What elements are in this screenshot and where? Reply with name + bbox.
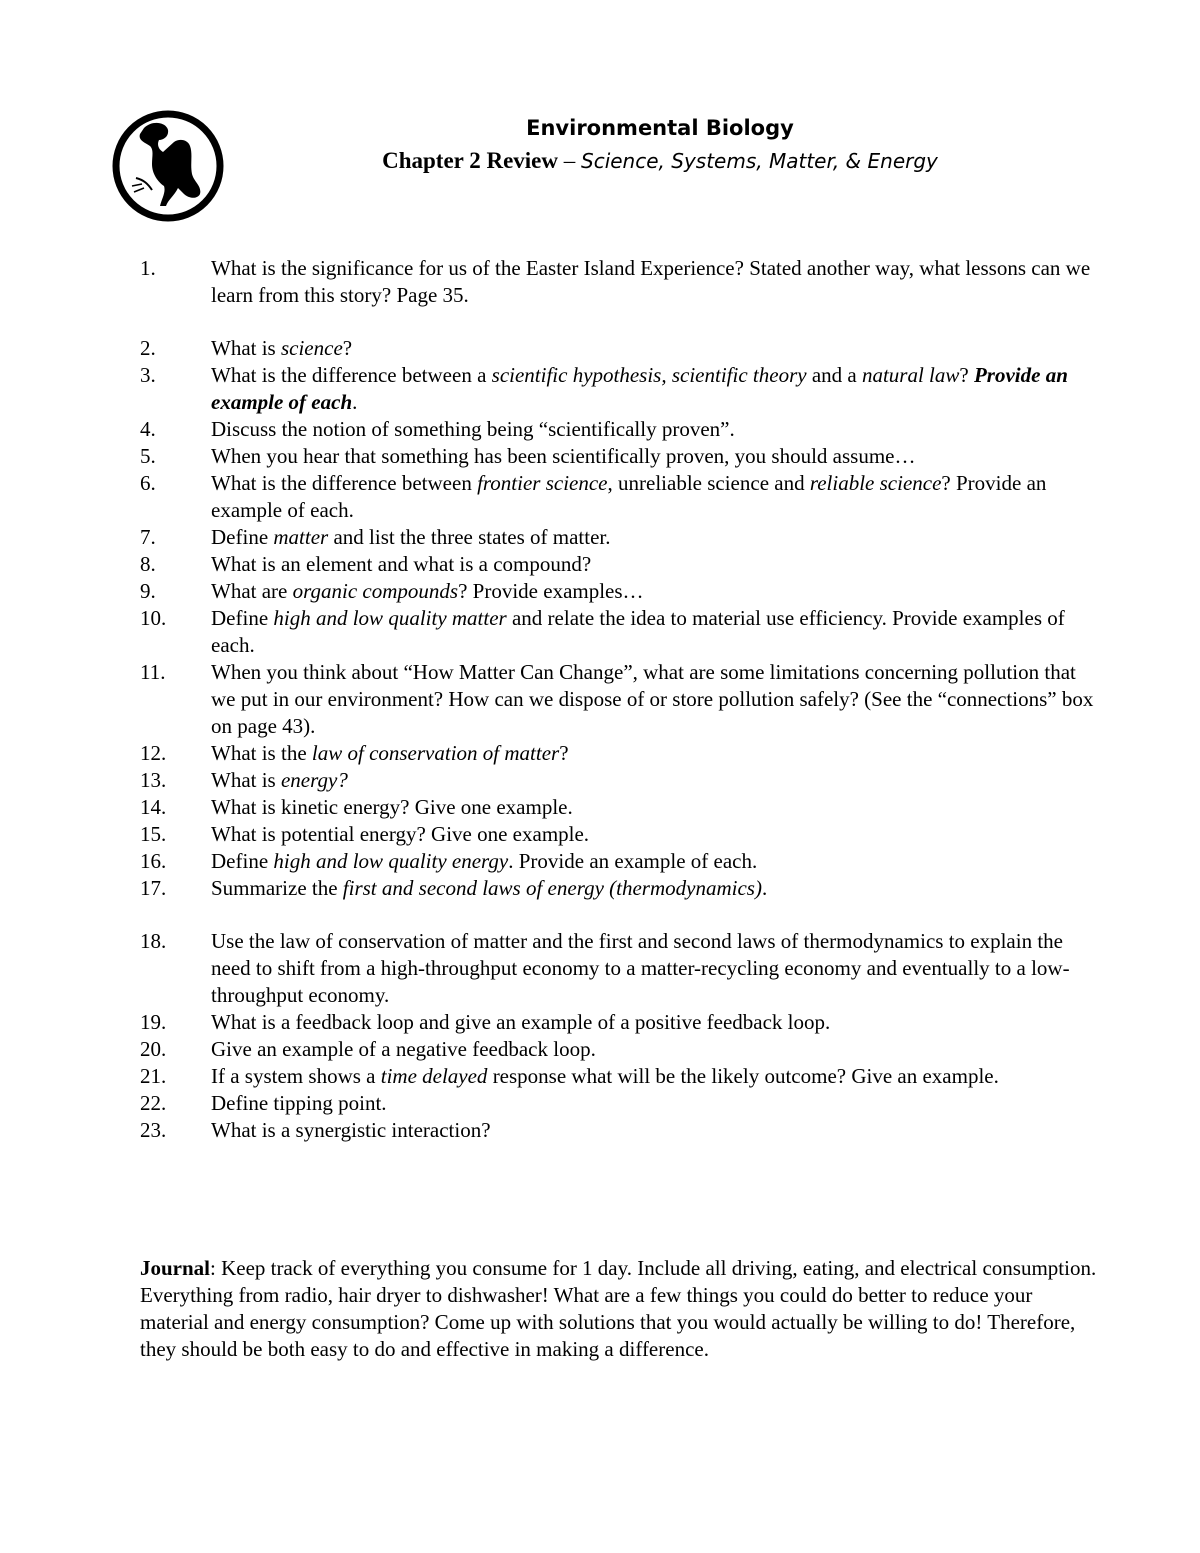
question-text-part: and a <box>806 363 862 387</box>
question-bold-italic-instruction: Provide an example of each <box>211 363 1068 414</box>
question-12 <box>140 740 1100 767</box>
question-text <box>211 255 1100 309</box>
question-text <box>211 443 1100 470</box>
question-text <box>211 551 1100 578</box>
question-text-part: , unreliable science and <box>607 471 810 495</box>
question-italic-term: natural law <box>861 363 960 387</box>
question-23 <box>140 1117 1100 1144</box>
question-6 <box>140 470 1100 524</box>
question-number: 14. <box>140 795 167 819</box>
question-text <box>211 416 1100 443</box>
question-text-part: and relate the idea to material use efficiency. Provide examples of each. <box>211 606 1065 657</box>
subtitle-topics: Science, Systems, Matter, & Energy <box>581 149 938 173</box>
question-2 <box>140 335 1100 362</box>
question-13 <box>140 767 1100 794</box>
question-text-part: What are <box>211 579 293 603</box>
journal-label: Journal <box>140 1256 211 1280</box>
question-number: 16. <box>140 849 167 873</box>
question-number: 6. <box>140 471 156 495</box>
question-text-part: Give an example of a negative feedback loop. <box>211 1037 596 1061</box>
question-text <box>211 848 1100 875</box>
question-text-part: Summarize the <box>211 876 343 900</box>
question-number: 22. <box>140 1091 167 1115</box>
question-italic-term: first and second laws of energy (thermodynamics) <box>342 876 762 900</box>
question-number: 5. <box>140 444 156 468</box>
question-text <box>211 1090 1100 1117</box>
question-number: 1. <box>140 256 156 280</box>
question-3 <box>140 362 1100 416</box>
question-10 <box>140 605 1100 659</box>
question-7 <box>140 524 1100 551</box>
question-text-part: response what will be the likely outcome? Give an example. <box>487 1064 999 1088</box>
question-italic-term: matter <box>273 525 329 549</box>
spacer <box>140 902 1100 928</box>
question-text-part: Define <box>211 849 274 873</box>
question-8 <box>140 551 1100 578</box>
question-text-part: ? <box>559 741 569 765</box>
question-9 <box>140 578 1100 605</box>
question-number: 13. <box>140 768 167 792</box>
question-text-part: When you think about “How Matter Can Change”, what are some limitations concerning pollution that we put in our environment? How can we dispose of or store pollution safely? (See the “connections” box on page 43). <box>211 660 1094 738</box>
question-number: 8. <box>140 552 156 576</box>
question-text <box>211 821 1100 848</box>
question-text-part: What is the <box>211 741 312 765</box>
question-1 <box>140 255 1100 309</box>
question-16 <box>140 848 1100 875</box>
question-italic-term: energy? <box>280 768 348 792</box>
question-text-part: What is kinetic energy? Give one example. <box>211 795 573 819</box>
question-text <box>211 1036 1100 1063</box>
question-italic-term: frontier science <box>477 471 608 495</box>
question-5 <box>140 443 1100 470</box>
vulture-emblem-icon <box>108 108 228 224</box>
journal-assignment <box>140 1255 1100 1363</box>
question-number: 20. <box>140 1037 167 1061</box>
question-text-part: . <box>352 390 358 414</box>
question-22 <box>140 1090 1100 1117</box>
question-text-part: What is potential energy? Give one example. <box>211 822 590 846</box>
question-20 <box>140 1036 1100 1063</box>
question-italic-term: science <box>280 336 343 360</box>
question-text-part: Define <box>211 606 274 630</box>
question-italic-term: time delayed <box>380 1064 488 1088</box>
question-number: 15. <box>140 822 167 846</box>
question-4 <box>140 416 1100 443</box>
page-title: Environmental Biology <box>526 116 794 140</box>
question-italic-term: scientific hypothesis, scientific theory <box>491 363 807 387</box>
question-italic-term: high and low quality energy <box>273 849 509 873</box>
question-number: 7. <box>140 525 156 549</box>
question-text <box>211 524 1100 551</box>
question-text <box>211 578 1100 605</box>
question-text-part: ? Provide examples… <box>458 579 644 603</box>
question-18 <box>140 928 1100 1009</box>
question-21 <box>140 1063 1100 1090</box>
question-15 <box>140 821 1100 848</box>
question-text-part: Define <box>211 525 274 549</box>
question-text-part: What is the difference between a <box>211 363 492 387</box>
subtitle-dash: – <box>558 148 581 173</box>
question-text-part: If a system shows a <box>211 1064 381 1088</box>
question-text-part: What is the significance for us of the Easter Island Experience? Stated another way, what lessons can we learn from this story? Page 35. <box>211 256 1091 307</box>
question-number: 17. <box>140 876 167 900</box>
question-number: 3. <box>140 363 156 387</box>
question-text-part: What is <box>211 336 281 360</box>
subtitle-chapter: Chapter 2 Review <box>382 148 558 173</box>
question-number: 19. <box>140 1010 167 1034</box>
question-text-part: What is the difference between <box>211 471 478 495</box>
question-number: 10. <box>140 606 167 630</box>
question-number: 12. <box>140 741 167 765</box>
question-number: 11. <box>140 660 166 684</box>
question-number: 9. <box>140 579 156 603</box>
question-text <box>211 928 1100 1009</box>
question-text-part: Discuss the notion of something being “scientifically proven”. <box>211 417 735 441</box>
question-text <box>211 1063 1100 1090</box>
question-number: 21. <box>140 1064 167 1088</box>
question-number: 18. <box>140 929 167 953</box>
question-text <box>211 1117 1100 1144</box>
question-italic-term: reliable science <box>809 471 942 495</box>
question-text <box>211 470 1100 524</box>
question-text <box>211 659 1100 740</box>
question-text-part: Use the law of conservation of matter and the first and second laws of thermodynamics to explain the need to shift from a high-throughput economy to a matter-recycling economy and eventually to a low-throughput economy. <box>211 929 1070 1007</box>
question-text-part: . <box>761 876 768 900</box>
question-italic-term: organic compounds <box>292 579 459 603</box>
question-number: 4. <box>140 417 156 441</box>
question-italic-term: law of conservation of matter <box>311 741 560 765</box>
question-list <box>140 255 1100 1144</box>
question-text-part: and list the three states of matter. <box>328 525 611 549</box>
question-text <box>211 740 1100 767</box>
question-text <box>211 362 1100 416</box>
question-text <box>211 767 1100 794</box>
spacer <box>140 309 1100 335</box>
question-text <box>211 335 1100 362</box>
page-subtitle <box>260 146 1060 176</box>
journal-text: : Keep track of everything you consume for 1 day. Include all driving, eating, and electrical consumption. Everything from radio, hair dryer to dishwasher! What are a few things you could do better to reduce your material and energy consumption? Come up with solutions that you would actually be willing to do! Therefore, they should be both easy to do and effective in making a difference. <box>140 1256 1097 1361</box>
question-text <box>211 794 1100 821</box>
question-number: 2. <box>140 336 156 360</box>
question-text-part: . Provide an example of each. <box>508 849 758 873</box>
question-text <box>211 605 1100 659</box>
question-14 <box>140 794 1100 821</box>
question-number: 23. <box>140 1118 167 1142</box>
question-italic-term: high and low quality matter <box>273 606 507 630</box>
question-text-part: When you hear that something has been scientifically proven, you should assume… <box>211 444 916 468</box>
question-11 <box>140 659 1100 740</box>
question-text-part: Define tipping point. <box>211 1091 387 1115</box>
question-19 <box>140 1009 1100 1036</box>
question-text-part: What is an element and what is a compound? <box>211 552 592 576</box>
question-text-part: ? <box>959 363 974 387</box>
question-text-part: What is <box>211 768 281 792</box>
question-text <box>211 875 1100 902</box>
question-17 <box>140 875 1100 902</box>
question-text-part: What is a synergistic interaction? <box>211 1118 491 1142</box>
question-text <box>211 1009 1100 1036</box>
question-text-part: ? Provide an example of each. <box>211 471 1047 522</box>
question-text-part: What is a feedback loop and give an example of a positive feedback loop. <box>211 1010 831 1034</box>
question-text-part: ? <box>342 336 353 360</box>
